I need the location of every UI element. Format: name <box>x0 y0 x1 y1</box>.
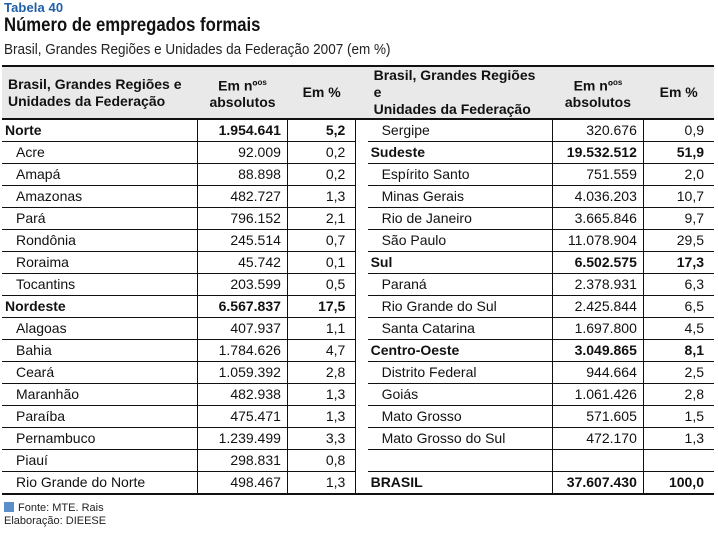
table-row <box>2 428 714 450</box>
header-percent-left: Em % <box>287 66 355 119</box>
left-percent-value: 2,8 <box>287 362 355 384</box>
right-percent-value: 4,5 <box>643 318 714 340</box>
right-empty-cell <box>368 450 553 472</box>
left-region-name: Norte <box>2 119 198 142</box>
left-percent-value: 1,1 <box>287 318 355 340</box>
left-state-name: Piauí <box>2 450 198 472</box>
column-gap <box>356 119 368 142</box>
right-percent-value: 0,9 <box>643 119 714 142</box>
right-absolute-value: 2.425.844 <box>553 296 644 318</box>
right-percent-value: 51,9 <box>643 142 714 164</box>
right-state-name: Paraná <box>368 274 553 296</box>
left-absolute-value: 1.784.626 <box>198 340 288 362</box>
table-row <box>2 208 714 230</box>
right-region-name: Sul <box>368 252 553 274</box>
left-state-name: Paraíba <box>2 406 198 428</box>
column-gap <box>356 142 368 164</box>
table-row <box>2 450 714 472</box>
left-absolute-value: 45.742 <box>198 252 288 274</box>
header-percent-right: Em % <box>643 66 714 119</box>
left-state-name: Tocantins <box>2 274 198 296</box>
left-state-name: Amazonas <box>2 186 198 208</box>
right-absolute-value: 944.664 <box>553 362 644 384</box>
left-percent-value: 1,3 <box>287 186 355 208</box>
column-gap <box>356 208 368 230</box>
right-region-name: BRASIL <box>368 472 553 495</box>
right-percent-value: 8,1 <box>643 340 714 362</box>
table-row <box>2 252 714 274</box>
right-state-name: Minas Gerais <box>368 186 553 208</box>
left-percent-value: 1,3 <box>287 472 355 495</box>
header-row <box>2 66 714 119</box>
right-state-name: Mato Grosso <box>368 406 553 428</box>
right-percent-value: 6,5 <box>643 296 714 318</box>
right-percent-value: 2,0 <box>643 164 714 186</box>
table-row <box>2 362 714 384</box>
right-absolute-value: 571.605 <box>553 406 644 428</box>
right-percent-value: 2,5 <box>643 362 714 384</box>
right-absolute-value: 37.607.430 <box>553 472 644 495</box>
header-region-right: Brasil, Grandes Regiões e Unidades da Federação <box>368 66 553 119</box>
left-absolute-value: 1.954.641 <box>198 119 288 142</box>
right-percent-value: 10,7 <box>643 186 714 208</box>
table-label: Tabela 40 <box>4 0 64 15</box>
right-state-name: Sergipe <box>368 119 553 142</box>
column-gap <box>356 428 368 450</box>
left-absolute-value: 796.152 <box>198 208 288 230</box>
table-row <box>2 142 714 164</box>
column-gap <box>356 472 368 495</box>
left-absolute-value: 298.831 <box>198 450 288 472</box>
column-gap <box>356 318 368 340</box>
left-absolute-value: 482.727 <box>198 186 288 208</box>
header-absolute-right: Em nº$^{os}$ absolutos <box>553 66 644 119</box>
right-percent-value: 100,0 <box>643 472 714 495</box>
table-row <box>2 296 714 318</box>
right-absolute-value: 6.502.575 <box>553 252 644 274</box>
left-absolute-value: 407.937 <box>198 318 288 340</box>
right-state-name: Mato Grosso do Sul <box>368 428 553 450</box>
right-percent-value: 17,3 <box>643 252 714 274</box>
right-state-name: São Paulo <box>368 230 553 252</box>
right-absolute-value: 4.036.203 <box>553 186 644 208</box>
left-absolute-value: 482.938 <box>198 384 288 406</box>
left-state-name: Ceará <box>2 362 198 384</box>
table-body <box>2 119 714 494</box>
right-empty-cell <box>553 450 644 472</box>
right-state-name: Distrito Federal <box>368 362 553 384</box>
column-gap <box>356 164 368 186</box>
left-absolute-value: 245.514 <box>198 230 288 252</box>
column-gap <box>356 296 368 318</box>
left-percent-value: 0,1 <box>287 252 355 274</box>
table-row <box>2 406 714 428</box>
table-row <box>2 318 714 340</box>
right-state-name: Goiás <box>368 384 553 406</box>
right-state-name: Santa Catarina <box>368 318 553 340</box>
right-absolute-value: 3.665.846 <box>553 208 644 230</box>
right-state-name: Rio Grande do Sul <box>368 296 553 318</box>
right-absolute-value: 1.061.426 <box>553 384 644 406</box>
left-percent-value: 0,2 <box>287 142 355 164</box>
left-state-name: Alagoas <box>2 318 198 340</box>
right-region-name: Centro-Oeste <box>368 340 553 362</box>
column-gap <box>356 340 368 362</box>
table-row <box>2 340 714 362</box>
right-state-name: Rio de Janeiro <box>368 208 553 230</box>
left-percent-value: 17,5 <box>287 296 355 318</box>
table-subtitle: Brasil, Grandes Regiões e Unidades da Federação 2007 (em %) <box>4 41 391 58</box>
left-percent-value: 1,3 <box>287 406 355 428</box>
left-region-name: Nordeste <box>2 296 198 318</box>
right-region-name: Sudeste <box>368 142 553 164</box>
right-absolute-value: 19.532.512 <box>553 142 644 164</box>
table-row <box>2 472 714 495</box>
left-state-name: Roraima <box>2 252 198 274</box>
left-state-name: Maranhão <box>2 384 198 406</box>
table-footer <box>4 502 106 528</box>
column-gap <box>356 384 368 406</box>
left-percent-value: 5,2 <box>287 119 355 142</box>
left-state-name: Rondônia <box>2 230 198 252</box>
column-gap <box>356 450 368 472</box>
right-percent-value: 1,3 <box>643 428 714 450</box>
right-absolute-value: 751.559 <box>553 164 644 186</box>
header-region-left: Brasil, Grandes Regiões e Unidades da Federação <box>2 66 198 119</box>
column-gap <box>356 362 368 384</box>
table-row <box>2 230 714 252</box>
right-percent-value: 1,5 <box>643 406 714 428</box>
left-absolute-value: 1.239.499 <box>198 428 288 450</box>
left-absolute-value: 475.471 <box>198 406 288 428</box>
table-row <box>2 164 714 186</box>
left-percent-value: 2,1 <box>287 208 355 230</box>
right-absolute-value: 320.676 <box>553 119 644 142</box>
left-percent-value: 0,5 <box>287 274 355 296</box>
table-row <box>2 119 714 142</box>
table-row <box>2 186 714 208</box>
left-absolute-value: 498.467 <box>198 472 288 495</box>
source-marker-icon <box>4 502 14 512</box>
header-absolute-left: Em nº$^{os}$ absolutos <box>198 66 288 119</box>
left-state-name: Pará <box>2 208 198 230</box>
right-state-name: Espírito Santo <box>368 164 553 186</box>
column-gap <box>356 406 368 428</box>
right-empty-cell <box>643 450 714 472</box>
column-gap <box>356 252 368 274</box>
left-percent-value: 0,2 <box>287 164 355 186</box>
right-absolute-value: 1.697.800 <box>553 318 644 340</box>
left-percent-value: 3,3 <box>287 428 355 450</box>
right-percent-value: 6,3 <box>643 274 714 296</box>
source-note: Fonte: MTE. Rais <box>4 502 106 515</box>
left-absolute-value: 92.009 <box>198 142 288 164</box>
left-state-name: Amapá <box>2 164 198 186</box>
left-state-name: Acre <box>2 142 198 164</box>
right-absolute-value: 472.170 <box>553 428 644 450</box>
header-gap <box>356 66 368 119</box>
left-percent-value: 4,7 <box>287 340 355 362</box>
right-percent-value: 2,8 <box>643 384 714 406</box>
right-percent-value: 9,7 <box>643 208 714 230</box>
right-percent-value: 29,5 <box>643 230 714 252</box>
elaboration-note: Elaboração: DIEESE <box>4 515 107 527</box>
column-gap <box>356 274 368 296</box>
left-percent-value: 1,3 <box>287 384 355 406</box>
table-row <box>2 274 714 296</box>
table-title: Número de empregados formais <box>4 15 261 36</box>
left-state-name: Rio Grande do Norte <box>2 472 198 495</box>
right-absolute-value: 2.378.931 <box>553 274 644 296</box>
left-state-name: Bahia <box>2 340 198 362</box>
right-absolute-value: 3.049.865 <box>553 340 644 362</box>
left-absolute-value: 1.059.392 <box>198 362 288 384</box>
data-table-container <box>2 65 714 495</box>
left-state-name: Pernambuco <box>2 428 198 450</box>
left-percent-value: 0,8 <box>287 450 355 472</box>
column-gap <box>356 186 368 208</box>
column-gap <box>356 230 368 252</box>
left-percent-value: 0,7 <box>287 230 355 252</box>
left-absolute-value: 203.599 <box>198 274 288 296</box>
left-absolute-value: 6.567.837 <box>198 296 288 318</box>
employment-table <box>2 65 714 495</box>
right-absolute-value: 11.078.904 <box>553 230 644 252</box>
table-row <box>2 384 714 406</box>
left-absolute-value: 88.898 <box>198 164 288 186</box>
